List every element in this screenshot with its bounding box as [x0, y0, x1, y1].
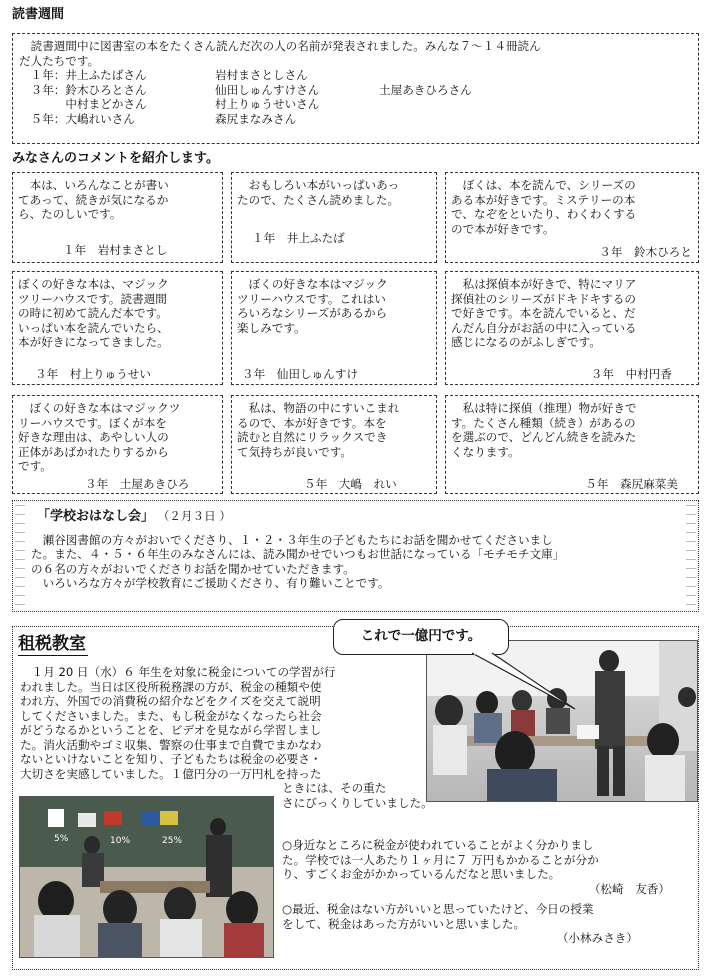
comment-line: ある本が好きです。ミステリーの本 — [451, 192, 636, 207]
grade-row-col1: ５年：大嶋れいさん — [19, 111, 135, 126]
grade-row — [19, 112, 692, 127]
reading-week-intro-line: 読書週間中に図書室の本をたくさん読んだ次の人の名前が発表されました。みんな７～１４冊読ん — [19, 39, 541, 53]
comment-card — [12, 395, 223, 494]
comment-card — [231, 172, 437, 263]
comment-line: 本が好きになってきました。 — [18, 335, 169, 349]
comment-line: リーハウスです。ぼくが本を — [18, 415, 167, 430]
comment-line: て気持ちが良いです。 — [237, 444, 353, 459]
comment-line: ツリーハウスです。これはい — [237, 291, 386, 306]
tax-class-body-wrap — [282, 781, 433, 810]
comment-line: ろいろなシリーズがあるから — [237, 306, 388, 320]
grade-row-col2: 森尻まなみさん — [215, 111, 297, 126]
comment-author: ３年 中村円香 — [590, 366, 672, 381]
comment-line: で、なぞをといたり、わくわくする — [451, 207, 637, 221]
comment-author: ５年 大嶋 れい — [304, 476, 397, 491]
comment-line: 探偵社のシリーズがドキドキするの — [451, 291, 636, 306]
student-comment-line: り、すごくお金がかかっているんだなと思いました。 — [282, 867, 561, 881]
comment-line: ぼくは、本を読んで、シリーズの — [451, 178, 636, 192]
tax-class-body-line: １月 20 日（水）６ 年生を対象に税金についての学習が行 — [20, 665, 336, 679]
tax-class-body-line: 大切さを実感していました。１億円分の一万円札を持った — [20, 766, 322, 781]
tax-class-body-line: われました。当日は区役所税務課の方が、税金の種類や使 — [20, 679, 322, 694]
tax-class-body-line: さにびっくりしていました。 — [282, 795, 433, 810]
grade-row — [19, 97, 692, 112]
tax-class-body-line: ないといけないことを知り、子どもたちは税金の必要さ・ — [20, 752, 322, 766]
comment-line: 読むと自然にリラックスでき — [237, 430, 388, 444]
comment-line: を選ぶので、どんどん続きを読みた — [451, 430, 637, 444]
comment-line: 楽しみです。 — [237, 320, 306, 335]
comment-card — [231, 395, 437, 494]
comment-line: いっぱい本を読んでいたら、 — [18, 320, 169, 335]
comment-card — [12, 172, 223, 263]
comment-line: です。 — [18, 459, 52, 473]
reading-week-box — [12, 33, 699, 144]
comment-line: んだん自分がお話の中に入っている — [451, 320, 637, 335]
comment-author: ３年 土屋あきひろ — [85, 476, 190, 491]
tax-class-body-line: がどうなるかということを、ビデオを見ながら学習しまし — [20, 723, 322, 737]
comment-line: 私は探偵本が好きで、特にマリア — [451, 277, 637, 291]
student-comment-line: ○身近なところに税金が使われていることがよく分かりまし — [282, 838, 594, 852]
comment-author: ３年 鈴木ひろと — [599, 245, 692, 259]
comment-author: １年 岩村まさとし — [63, 242, 168, 257]
comment-author: １年 井上ふたば — [252, 231, 345, 245]
comment-line: ぼくの好きな本はマジック — [237, 277, 388, 291]
student-comment-1 — [282, 838, 696, 896]
story-event-line: の６名の方々がおいでくださりお話を聞かせていただきます。 — [31, 561, 355, 576]
grade-row-col1: 中村まどかさん — [19, 97, 147, 111]
grade-row-col1: １年：井上ふたばさん — [19, 68, 147, 82]
comment-author: ５年 森尻麻菜美 — [585, 476, 678, 491]
story-event-heading — [37, 509, 676, 525]
grade-row-col2: 村上りゅうせいさん — [215, 97, 320, 111]
comment-line: ぼくの好きな本はマジックツ — [18, 401, 181, 415]
tax-class-body-line: ときには、その重た — [282, 781, 387, 795]
comment-line: 私は、物語の中にすいこまれ — [237, 401, 400, 415]
comment-line: 好きな理由は、あやしい人の — [18, 430, 169, 444]
tax-class-title: 租税教室 — [18, 634, 86, 654]
comment-line: す。たくさん種類（続き）があるの — [451, 415, 636, 430]
comment-line: くなります。 — [451, 444, 520, 459]
story-event-line: いろいろな方々が学校教育にご援助くださり、有り難いことです。 — [31, 576, 390, 590]
comment-card — [12, 271, 223, 385]
student-comment-line: た。学校では一人あたり１ヶ月に７ 万円もかかることが分か — [282, 852, 599, 867]
grade-row-col1: ３年：鈴木ひろとさん — [19, 82, 147, 97]
grade-row-col2: 仙田しゅんすけさん — [215, 82, 320, 97]
story-event-line: 瀬谷図書館の方々がおいでくださり、１・２・３年生の子どもたちにお話を聞かせてくださいまし — [31, 532, 553, 547]
student-comment-2 — [282, 902, 696, 946]
tax-class-body-line: われ方、外国での消費税の紹介などをクイズを交えて説明 — [20, 694, 321, 708]
comment-card — [445, 271, 699, 385]
board-label: 25% — [162, 836, 183, 846]
comment-line: たので、たくさん読めました。 — [237, 192, 400, 207]
reading-week-title: 読書週間 — [12, 7, 65, 22]
student-comment-author: （小林みさき） — [556, 931, 638, 945]
comment-line: てあって、続きが気になるか — [18, 192, 169, 207]
tax-class-body-line: た。消火活動やゴミ収集、警察の仕事まで自費でまかなわ — [20, 737, 322, 752]
comment-line: るので、本が好きです。本を — [237, 415, 387, 430]
comment-author: ３年 村上りゅうせい — [35, 366, 151, 381]
grade-row-col3: 土屋あきひろさん — [379, 82, 472, 97]
comments-title: みなさんのコメントを紹介します。 — [12, 151, 219, 166]
classroom-photo-lecture — [20, 797, 274, 958]
reading-week-intro-line: だ人たちです。 — [19, 53, 100, 68]
tax-class-photo-classroom — [19, 796, 274, 958]
comment-line: 感じになるのがふしぎです。 — [451, 335, 601, 349]
story-event-title: 「学校おはなし会」 — [37, 509, 155, 524]
torn-edge-left — [15, 501, 25, 611]
comment-line: ので本が好きです。 — [451, 221, 555, 236]
comment-author: ３年 仙田しゅんすけ — [242, 366, 358, 381]
comment-line: 正体があばかれたりするから — [18, 444, 169, 459]
comment-line: で好きです。本を読んでいると、だ — [451, 306, 636, 320]
student-comment-line: をして、税金はあった方がいいと思いました。 — [282, 916, 526, 931]
comment-card — [445, 395, 699, 494]
comment-line: ぼくの好きな本は、マジック — [18, 277, 169, 291]
comment-line: の時に初めて読んだ本です。 — [18, 306, 168, 320]
board-label: 10% — [110, 836, 131, 846]
comment-card — [231, 271, 437, 385]
grade-row — [19, 83, 692, 98]
story-event-line: た。また、４・５・６年生のみなさんには、読み聞かせでいつもお世話になっている「モチモチ文庫」 — [31, 547, 565, 561]
tax-class-body-line: してくださいました。また、もし税金がなくなったら社会 — [20, 708, 322, 723]
grade-row-col2: 岩村まさとしさん — [215, 68, 308, 82]
comment-line: 本は、いろんなことが書い — [18, 178, 169, 192]
student-comment-line: ○最近、税金はない方がいいと思っていたけど、今日の授業 — [282, 902, 594, 916]
tax-class-body — [20, 665, 424, 781]
grade-row — [19, 68, 692, 83]
comment-line: 私は特に探偵（推理）物が好きで — [451, 401, 637, 415]
student-comment-author: （松崎 友香） — [588, 881, 670, 896]
comment-line: おもしろい本がいっぱいあっ — [237, 178, 400, 192]
comment-card — [445, 172, 699, 263]
story-event-date: （２月３日 ） — [157, 509, 231, 523]
torn-edge-right — [686, 501, 696, 611]
comment-line: ツリーハウスです。読書週間 — [18, 291, 167, 306]
speech-bubble-tail — [470, 652, 580, 712]
board-label: 5% — [54, 834, 69, 844]
comment-line: ら、たのしいです。 — [18, 207, 122, 221]
story-event-box — [12, 500, 699, 612]
speech-bubble: これで一億円です。 — [333, 619, 509, 655]
